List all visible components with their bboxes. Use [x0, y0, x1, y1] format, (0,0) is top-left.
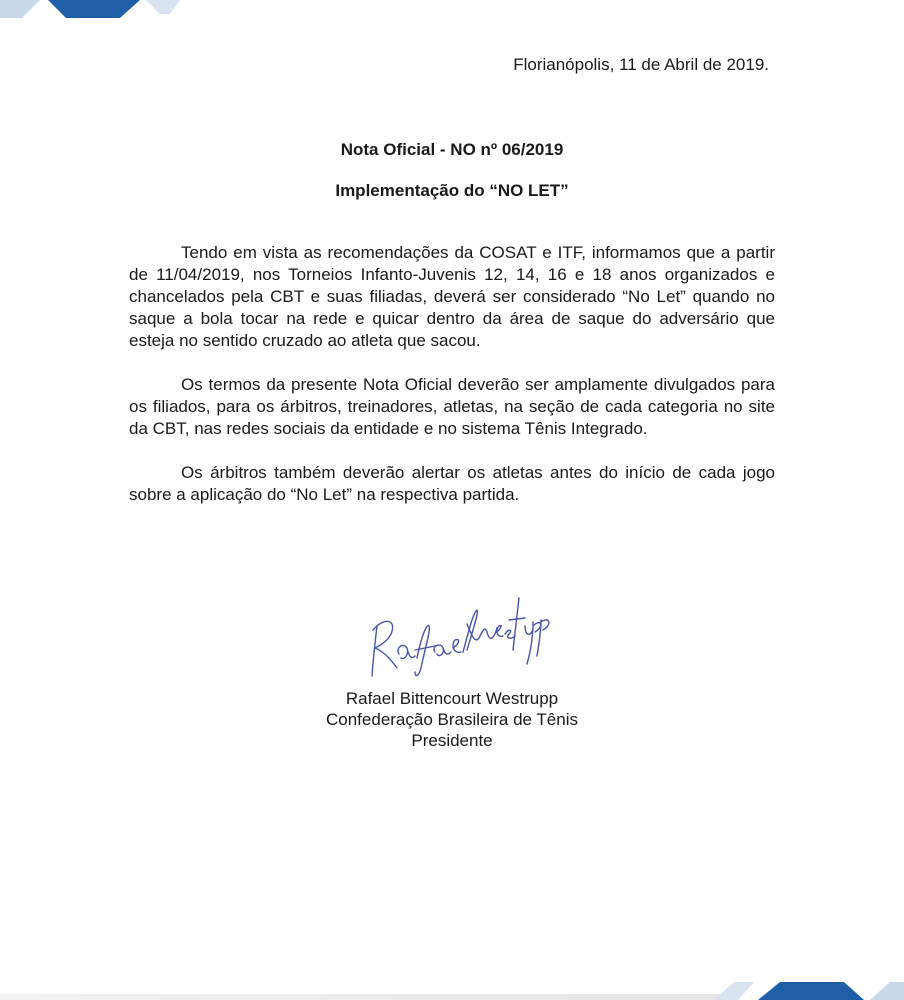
document-subtitle: Implementação do “NO LET” — [335, 181, 569, 200]
signer-role: Presidente — [411, 731, 493, 750]
document-title: Nota Oficial - NO nº 06/2019 — [340, 140, 564, 159]
body-paragraph: Os termos da presente Nota Oficial deverão ser amplamente divulgados para os filiados, para os árbitros, treinadores, atletas, na seção de cada categoria no site da CBT, nas redes sociais da entidade e no sistema Tênis Integrado. — [129, 375, 775, 438]
footer-corner-graphic — [714, 980, 904, 1000]
date-line: Florianópolis, 11 de Abril de 2019. — [513, 55, 769, 74]
footer-strip — [0, 994, 720, 1000]
handwritten-signature — [355, 568, 555, 683]
signer-organization: Confederação Brasileira de Tênis — [326, 710, 578, 729]
body-paragraph: Os árbitros também deverão alertar os atletas antes do início de cada jogo sobre a aplicação do “No Let” na respectiva partida. — [129, 463, 775, 504]
signer-name: Rafael Bittencourt Westrupp — [345, 689, 559, 708]
body-paragraph: Tendo em vista as recomendações da COSAT e ITF, informamos que a partir de 11/04/2019, nos Torneios Infanto-Juvenis 12, 14, 16 e 18 anos organizados e chancelados pela CBT e suas filiadas, deverá ser considerado “No Let” quando no saque a bola tocar na rede e quicar dentro da área de saque do adversário que esteja no sentido cruzado ao atleta que sacou. — [129, 243, 775, 350]
header-corner-graphic — [0, 0, 180, 20]
document-body — [129, 242, 775, 528]
